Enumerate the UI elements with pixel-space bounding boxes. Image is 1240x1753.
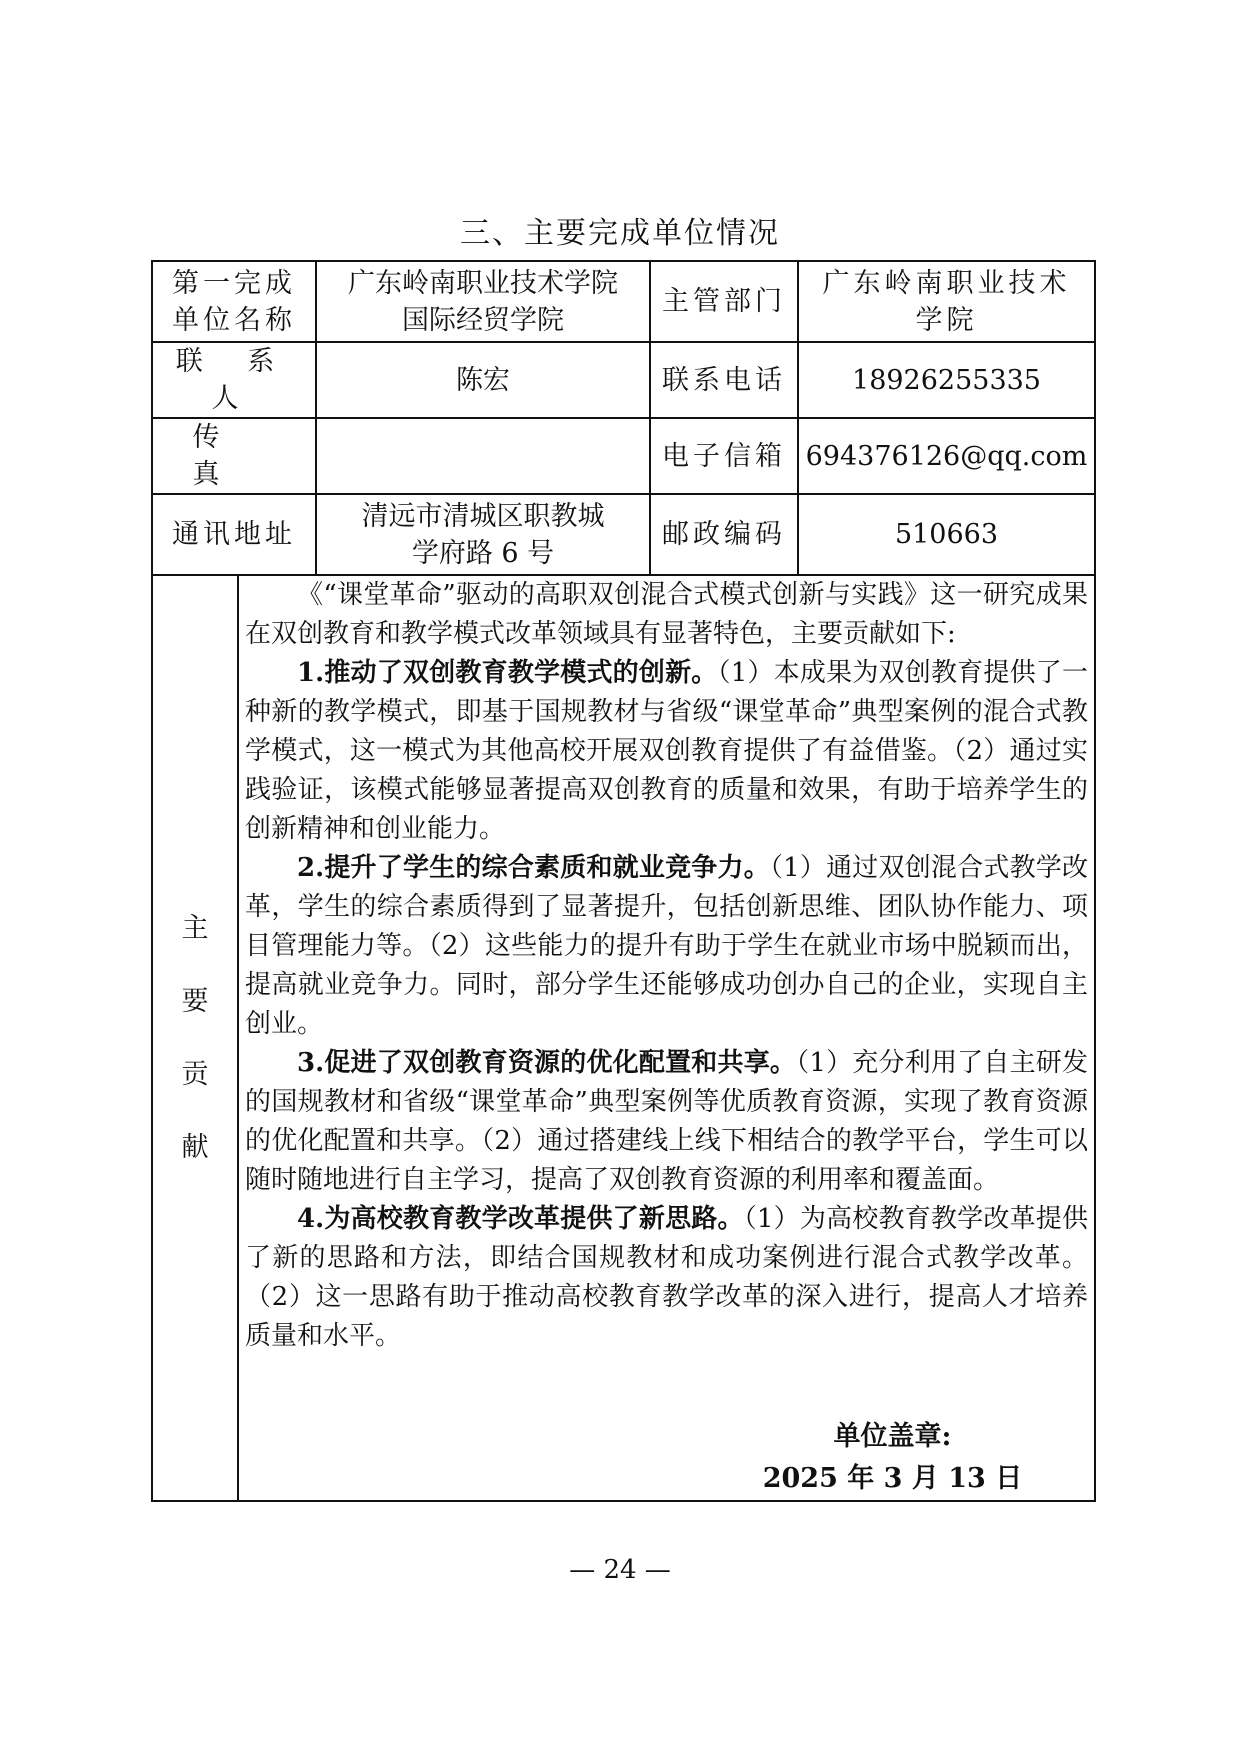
contribution-heading: 2.提升了学生的综合素质和就业竞争力。 bbox=[297, 853, 770, 883]
contribution-heading: 3.促进了双创教育资源的优化配置和共享。 bbox=[297, 1048, 797, 1078]
contribution-text: （1）本成果为双创教育提供了一种新的教学模式，即基于国规教材与省级“课堂革命”典型案例的混合式教学模式，这一模式为其他高校开展双创教育提供了有益借鉴。（2）通过实践验证，该模式能够显著提高双创教育的质量和效果，有助于培养学生的创新精神和创业能力。 bbox=[245, 658, 1088, 844]
contribution-item bbox=[245, 1044, 1088, 1200]
address-value-line2: 学府路 6 号 bbox=[411, 537, 555, 569]
unit-name-label-line1: 第一完成 bbox=[172, 267, 296, 299]
side-label-char: 主 bbox=[181, 913, 209, 944]
contribution-side-label bbox=[152, 575, 238, 1501]
contribution-heading: 1.推动了双创教育教学模式的创新。 bbox=[297, 658, 718, 688]
fax-value bbox=[316, 418, 650, 494]
phone-value: 18926255335 bbox=[798, 342, 1095, 418]
dept-value-line2: 学院 bbox=[915, 304, 978, 336]
unit-info-table bbox=[151, 260, 1096, 1502]
unit-name-value-line1: 广东岭南职业技术学院 bbox=[348, 267, 618, 299]
address-label: 通讯地址 bbox=[152, 494, 316, 575]
phone-label: 联系电话 bbox=[650, 342, 798, 418]
page-title: 三、主要完成单位情况 bbox=[460, 216, 780, 251]
side-label-char: 献 bbox=[181, 1132, 209, 1163]
address-value bbox=[316, 494, 650, 575]
address-row bbox=[152, 494, 1095, 575]
stamp-label: 单位盖章: bbox=[833, 1421, 952, 1452]
contribution-text: （1）为高校教育教学改革提供了新的思路和方法，即结合国规教材和成功案例进行混合式教学改革。（2）这一思路有助于推动高校教育教学改革的深入进行，提高人才培养质量和水平。 bbox=[245, 1204, 1088, 1351]
dept-value bbox=[798, 261, 1095, 342]
contribution-text: （1）充分利用了自主研发的国规教材和省级“课堂革命”典型案例等优质教育资源，实现了教育资源的优化配置和共享。（2）通过搭建线上线下相结合的教学平台，学生可以随时随地进行自主学习，提高了双创教育资源的利用率和覆盖面。 bbox=[245, 1048, 1088, 1195]
fax-row bbox=[152, 418, 1095, 494]
email-label: 电子信箱 bbox=[650, 418, 798, 494]
contribution-item bbox=[245, 849, 1088, 1044]
stamp-date: 2025 年 3 月 13 日 bbox=[762, 1463, 1023, 1494]
unit-name-row bbox=[152, 261, 1095, 342]
postcode-value: 510663 bbox=[798, 494, 1095, 575]
address-value-line1: 清远市清城区职教城 bbox=[361, 500, 605, 532]
unit-name-value-line2: 国际经贸学院 bbox=[402, 304, 564, 336]
stamp-block bbox=[697, 1416, 1088, 1500]
fax-label: 传 真 bbox=[152, 418, 316, 494]
contact-row bbox=[152, 342, 1095, 418]
contribution-text: （1）通过双创混合式教学改革，学生的综合素质得到了显著提升，包括创新思维、团队协作能力、项目管理能力等。（2）这些能力的提升有助于学生在就业市场中脱颖而出，提高就业竞争力。同时，部分学生还能够成功创办自己的企业，实现自主创业。 bbox=[245, 853, 1088, 1039]
contribution-item bbox=[245, 1200, 1088, 1356]
contribution-content bbox=[238, 575, 1095, 1501]
contribution-row bbox=[152, 575, 1095, 1501]
unit-name-value bbox=[316, 261, 650, 342]
email-value: 694376126@qq.com bbox=[798, 418, 1095, 494]
contribution-item bbox=[245, 654, 1088, 849]
page-number: — 24 — bbox=[569, 1555, 671, 1585]
contact-value: 陈宏 bbox=[316, 342, 650, 418]
contribution-heading: 4.为高校教育教学改革提供了新思路。 bbox=[297, 1204, 744, 1234]
postcode-label: 邮政编码 bbox=[650, 494, 798, 575]
side-label-char: 贡 bbox=[181, 1059, 209, 1090]
unit-name-label bbox=[152, 261, 316, 342]
dept-value-line1: 广东岭南职业技术 bbox=[822, 267, 1071, 299]
side-label-char: 要 bbox=[181, 986, 209, 1017]
unit-name-label-line2: 单位名称 bbox=[172, 304, 296, 336]
dept-label: 主管部门 bbox=[650, 261, 798, 342]
contact-label: 联 系 人 bbox=[152, 342, 316, 418]
contribution-intro: 《“课堂革命”驱动的高职双创混合式模式创新与实践》这一研究成果在双创教育和教学模式改革领域具有显著特色，主要贡献如下: bbox=[245, 580, 1088, 649]
